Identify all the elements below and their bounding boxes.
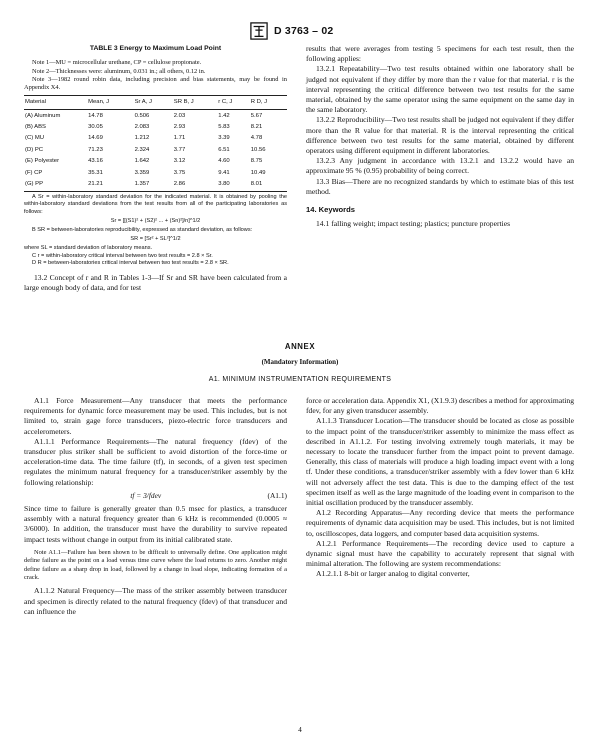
paragraph-a1-1-3: A1.1.3 Transducer Location—The transducer should be located as close as possible to the impact point of the transducer/striker assembly to minimize the mass effect as described in A1.1.2. For testing involving extremely tough materials, it may be necessary to locate the transducer further from the impact point to prevent damage. Generally, this class of materials will produce a high loading impact event with a long tf. Under these conditions, a transducer/striker assembly with a fdev lower than 6 kHz will not adversely affect the test data. This is due to the damping effect of the test specimen itself as well as the large magnitude of the loading event in comparison to the initial oscillation produced by the transducer assembly. (306, 416, 574, 508)
footnote-a-equation: Sr = [[(S1)² + (S2)² ... + (Sn)²]/n]^1/2 (110, 217, 201, 224)
cell: (A) Aluminum (25, 112, 61, 119)
cell: (E) Polyester (25, 158, 60, 165)
cell: 2.324 (134, 146, 150, 153)
table-footnotes (24, 194, 287, 267)
cell: 43.16 (88, 158, 103, 165)
table-row (24, 121, 287, 132)
paragraph-13-2: 13.2 Concept of r and R in Tables 1-3—If Sr and SR have been calculated from a large enough body of data, and for test (24, 273, 287, 293)
col-header: R D, J (250, 95, 287, 109)
cell: 71.23 (88, 146, 103, 153)
note-a1-1: Note A1.1—Failure has been shown to be difficult to universally define. One application might define failure as the point on a load versus time curve where the load returns to zero. Another might define failure as a sharp drop in load, followed by a change in load slope, indicating formation of a crack. (24, 548, 287, 582)
table-caption: TABLE 3 Energy to Maximum Load Point (89, 45, 222, 52)
cell: 3.359 (134, 169, 150, 176)
table-note-3: Note 3—1982 round robin data, including precision and bias statements, may be found in Appendix X4. (24, 76, 287, 92)
footnote-b-equation: SR = [Sr² + SL²]^1/2 (130, 236, 181, 243)
cell: 6.51 (218, 146, 230, 153)
footnote-where: where SL = standard deviation of laboratory means. (24, 245, 153, 252)
paragraph-a1-1-2: A1.1.2 Natural Frequency—The mass of the striker assembly between transducer and specimen is directly related to the natural frequency (fdev) of that transducer and can influence the (24, 586, 287, 616)
keywords-heading: 14. Keywords (306, 205, 355, 215)
table-row (24, 156, 287, 167)
table-note-1: Note 1—MU = microcellular urethane, CP = cellulose propionate. (32, 59, 202, 67)
right-column-top (306, 44, 574, 229)
cell: 5.67 (250, 112, 263, 119)
cell: 2.86 (173, 178, 217, 191)
equation-number: (A1.1) (267, 490, 287, 500)
footnote-b: B SR = between-laboratories reproducibility, expressed as standard deviation, as follows: (32, 226, 253, 233)
cell: 8.01 (250, 178, 287, 191)
paragraph-13-2-2: 13.2.2 Reproducibility—Two test results shall be judged not equivalent if they differ more than the R value for that material. R is the interval representing the critical difference between two test results for the same material, obtained by different operators using different equipment in different laboratories. (306, 115, 574, 156)
cell: (D) PC (25, 146, 43, 153)
cell: 1.212 (134, 135, 150, 142)
right-column-bottom (306, 396, 574, 580)
paragraph-continued: results that were averages from testing 5 specimens for each test result, then the following applies: (306, 44, 574, 64)
col-header: SR B, J (173, 95, 217, 109)
cell: 4.78 (250, 135, 263, 142)
cell: 21.21 (87, 178, 133, 191)
table-row (24, 110, 287, 122)
cell: 3.39 (218, 135, 230, 142)
cell: 8.21 (250, 124, 263, 131)
footnote-c: C r = within-laboratory critical interval between two test results = 2.8 × Sr. (32, 252, 213, 259)
cell: 4.60 (218, 158, 230, 165)
footnote-d: D R = between-laboratories critical interval between two test results = 2.8 × SR. (32, 259, 229, 266)
col-header: Mean, J (87, 95, 133, 109)
cell: 10.56 (250, 146, 266, 153)
col-header: r C, J (217, 95, 250, 109)
table-note-2: Note 2—Thicknesses were: aluminum, 0.031 in.; all others, 0.12 in. (32, 67, 206, 75)
document-id: D 3763 – 02 (274, 25, 334, 37)
cell: 1.42 (218, 112, 230, 119)
cell: (F) CP (25, 169, 43, 176)
cell: 9.41 (218, 169, 230, 176)
cell: 30.05 (88, 124, 103, 131)
cell: 14.78 (88, 112, 103, 119)
cell: (G) PP (24, 178, 87, 191)
annex-title: ANNEX (284, 342, 316, 351)
paragraph-13-2-1: 13.2.1 Repeatability—Two test results obtained within one laboratory shall be judged not equivalent if they differ by more than the r value for that material. r is the interval representing the critical difference between two test results for the same material, obtained by the same operator using the same equipment on the same day in the same laboratory. (306, 64, 574, 115)
annex-subtitle: (Mandatory Information) (261, 358, 339, 366)
paragraph-continued-bottom: force or acceleration data. Appendix X1, (X1.9.3) describes a method for approximating fdev, for any given transducer assembly. (306, 396, 575, 416)
astm-logo-icon (250, 22, 268, 40)
table-row (24, 144, 287, 155)
paragraph-after-equation: Since time to failure is generally greater than 0.5 msec for plastics, a transducer assembly with a natural frequency greater than 6 kHz is recommended (0.0005 ≈ 3/6000). In addition, the transducer must have the durability to survive repeated impact tests without change in output from its initial calibrated state. (24, 504, 287, 544)
equation-a1-1 (24, 491, 287, 501)
cell: 8.75 (250, 158, 263, 165)
left-column-top (24, 44, 287, 293)
table-row (24, 178, 287, 191)
paragraph-a1-2-1-1: A1.2.1.1 8-bit or larger analog to digital converter, (316, 569, 470, 579)
paragraph-a1-2-1: A1.2.1 Performance Requirements—The recording device used to capture a dynamic signal must have the capability to accurately represent that signal with minimal alteration. The following are system recommendations: (306, 538, 574, 569)
col-header: Material (24, 95, 87, 109)
cell: 2.03 (173, 112, 186, 119)
table-row (24, 133, 287, 144)
cell: 0.506 (134, 112, 150, 119)
table-header-row (24, 95, 287, 109)
table-row (24, 167, 287, 178)
keywords-text: 14.1 falling weight; impact testing; plastics; puncture properties (316, 219, 511, 229)
paragraph-13-2-3: 13.2.3 Any judgment in accordance with 13.2.1 and 13.2.2 would have an approximate 95 % (0.95) probability of being correct. (306, 156, 574, 176)
paragraph-a1-1: A1.1 Force Measurement—Any transducer that meets the performance requirements for dynamic force measurement may be used. This includes, but is not limited to, strain gage force transducers, piezo-electric force transducers and accelerometers. (24, 396, 287, 436)
cell: (C) MU (25, 135, 44, 142)
cell: 2.083 (134, 124, 150, 131)
col-header: Sr A, J (134, 95, 173, 109)
equation-text: tf = 3/fdev (130, 490, 162, 500)
annex-heading: A1. MINIMUM INSTRUMENTATION REQUIREMENTS (208, 376, 392, 383)
footnote-a: A Sr = within-laboratory standard deviation for the indicated material. It is obtained by pooling the within-laboratory standard deviations from the test results from all of the participating laboratories as follows: (24, 194, 287, 215)
document-header (250, 22, 333, 40)
paragraph-a1-2: A1.2 Recording Apparatus—Any recording device that meets the performance requirements of dynamic data acquisition may be used. This includes, but is not limited to, oscilloscopes, data loggers, and computer based data acquisition systems. (306, 508, 574, 538)
cell: 3.80 (217, 178, 250, 191)
paragraph-a1-1-1: A1.1.1 Performance Requirements—The natural frequency (fdev) of the transducer plus striker shall be sufficient to avoid distortion of the force-time or acceleration-time data. The time failure (tf), in seconds, of a given test specimen regulates the minimum natural frequency for a transducer/striker assembly by the following relationship: (24, 436, 287, 487)
cell: 3.12 (173, 158, 186, 165)
cell: 3.77 (173, 146, 186, 153)
cell: 35.31 (88, 169, 103, 176)
cell: 1.71 (173, 135, 186, 142)
cell: 14.69 (88, 135, 103, 142)
page-number: 4 (298, 725, 302, 734)
cell: (B) ABS (25, 124, 46, 131)
paragraph-13-3: 13.3 Bias—There are no recognized standards by which to estimate bias of this test method. (306, 176, 574, 196)
cell: 10.49 (250, 169, 266, 176)
cell: 1.642 (134, 158, 150, 165)
results-table (24, 95, 287, 192)
left-column-bottom (24, 396, 287, 617)
cell: 2.93 (173, 124, 186, 131)
cell: 3.75 (173, 169, 186, 176)
cell: 1.357 (134, 178, 173, 191)
cell: 5.83 (218, 124, 230, 131)
